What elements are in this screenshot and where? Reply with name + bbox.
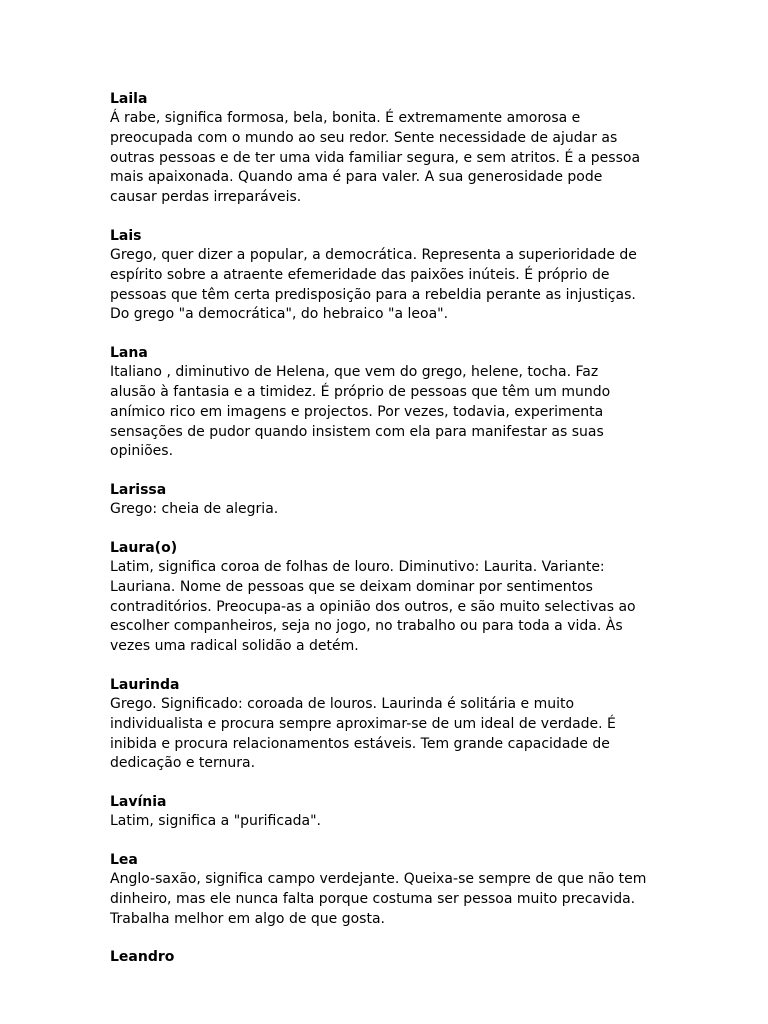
entry-lavinia <box>110 792 668 832</box>
entry-lea <box>110 850 668 929</box>
desc-line: Trabalha melhor em algo de que gosta. <box>110 910 385 927</box>
entry-description <box>110 109 668 208</box>
entry-description <box>110 695 668 774</box>
entry-description <box>110 812 668 832</box>
desc-line: Anglo-saxão, significa campo verdejante. Queixa-se sempre de que não tem <box>110 870 647 887</box>
desc-line: Do grego "a democrática", do hebraico "a leoa". <box>110 306 449 323</box>
entry-description <box>110 363 668 462</box>
entry-name: Laila <box>110 91 148 107</box>
desc-line: Lauriana. Nome de pessoas que se deixam dominar por sentimentos <box>110 578 593 595</box>
entry-name: Lavínia <box>110 794 167 811</box>
desc-line: Latim, significa a "purificada". <box>110 813 321 830</box>
desc-line: individualista e procura sempre aproximar-se de um ideal de verdade. É <box>110 715 616 732</box>
desc-line: causar perdas irreparáveis. <box>110 189 302 206</box>
entry-leandro <box>110 947 668 967</box>
entry-larissa <box>110 480 668 520</box>
desc-line: preocupada com o mundo ao seu redor. Sente necessidade de ajudar as <box>110 129 618 146</box>
entry-name: Leandro <box>110 949 175 966</box>
desc-line: espírito sobre a atraente efemeridade das paixões inúteis. É próprio de <box>110 266 610 283</box>
desc-line: Latim, significa coroa de folhas de louro. Diminutivo: Laurita. Variante: <box>110 558 605 575</box>
entry-name: Laurinda <box>110 676 180 693</box>
entry-description <box>110 246 668 325</box>
entry-lana <box>110 343 668 462</box>
desc-line: anímico rico em imagens e projectos. Por vezes, todavia, experimenta <box>110 403 604 420</box>
desc-line: dinheiro, mas ele nunca falta porque costuma ser pessoa muito precavida. <box>110 890 636 907</box>
entry-name: Larissa <box>110 482 167 499</box>
desc-line: Grego, quer dizer a popular, a democrática. Representa a superioridade de <box>110 246 637 263</box>
entry-laura <box>110 538 668 657</box>
desc-line: outras pessoas e de ter uma vida familiar segura, e sem atritos. É a pessoa <box>110 149 641 166</box>
entry-lais <box>110 226 668 325</box>
entry-description <box>110 500 668 520</box>
desc-line: alusão à fantasia e a timidez. É próprio de pessoas que têm um mundo <box>110 383 611 400</box>
desc-line: contraditórios. Preocupa-as a opinião dos outros, e são muito selectivas ao <box>110 598 636 615</box>
entry-name: Laura(o) <box>110 539 178 556</box>
entry-name: Lais <box>110 227 142 244</box>
desc-line: Á rabe, significa formosa, bela, bonita. É extremamente amorosa e <box>110 110 581 126</box>
desc-line: opiniões. <box>110 443 174 460</box>
entry-laurinda <box>110 675 668 774</box>
entry-name: Lana <box>110 345 148 362</box>
desc-line: dedicação e ternura. <box>110 755 256 772</box>
desc-line: pessoas que têm certa predisposição para a rebeldia perante as injustiças. <box>110 286 636 303</box>
desc-line: sensações de pudor quando insistem com ela para manifestar as suas <box>110 423 604 440</box>
entry-description <box>110 870 668 929</box>
desc-line: Grego. Significado: coroada de louros. Laurinda é solitária e muito <box>110 695 575 712</box>
desc-line: mais apaixonada. Quando ama é para valer. A sua generosidade pode <box>110 169 603 186</box>
desc-line: inibida e procura relacionamentos estáveis. Tem grande capacidade de <box>110 735 610 752</box>
desc-line: vezes uma radical solidão a detém. <box>110 638 359 655</box>
entry-description <box>110 558 668 657</box>
desc-line: Grego: cheia de alegria. <box>110 501 279 518</box>
desc-line: Italiano , diminutivo de Helena, que vem do grego, helene, tocha. Faz <box>110 364 599 381</box>
entry-name: Lea <box>110 851 138 868</box>
entry-laila <box>110 89 668 208</box>
desc-line: escolher companheiros, seja no jogo, no trabalho ou para toda a vida. Às <box>110 618 623 635</box>
